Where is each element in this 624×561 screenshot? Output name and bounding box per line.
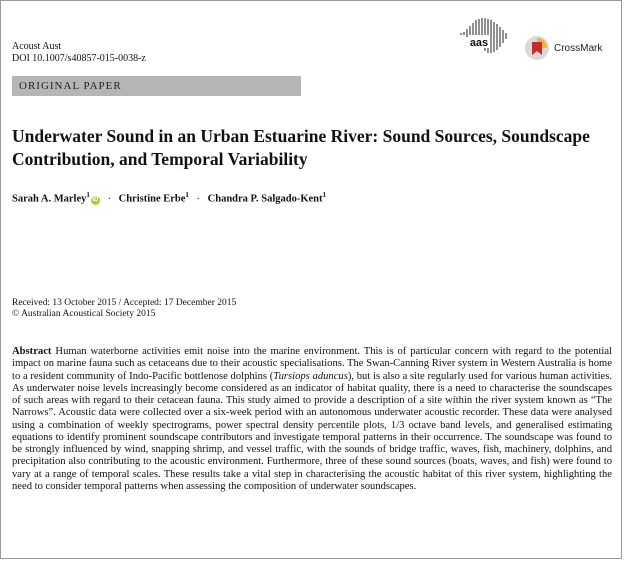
crossmark-badge[interactable] <box>524 35 602 61</box>
author-separator: · <box>107 193 111 205</box>
journal-name: Acoust Aust <box>12 41 62 52</box>
author-name: Christine Erbe <box>118 193 186 205</box>
crossmark-icon <box>524 35 550 61</box>
aas-logo-text: aas <box>469 37 489 49</box>
author-affiliation: 1 <box>185 191 189 199</box>
copyright-notice: © Australian Acoustical Society 2015 <box>12 309 156 319</box>
received-accepted-dates: Received: 13 October 2015 / Accepted: 17 December 2015 <box>12 298 237 308</box>
abstract <box>12 346 612 493</box>
author-list <box>12 191 326 205</box>
crossmark-label: CrossMark <box>554 42 603 54</box>
abstract-text: ), but is also a site regularly used for various human activities. As underwater noise levels increasingly become considered as an indicator of habitat quality, there is a need to characterise the soundscapes of such areas with regard to their cetacean fauna. This study aimed to provide a description of a site within the river system known as “The Narrows”. Acoustic data were collected over a six-week period with an autonomous underwater acoustic recorder. These data were analysed using a combination of weekly spectrograms, power spectral density percentile plots, 1/3 octave band levels, and generalised estimating equations to identify prominent soundscape contributors and investigate temporal patterns in their occurrence. The soundscape was found to be strongly influenced by wind, snapping shrimp, and vessel traffic, with the sounds of bridge traffic, waves, fish, machinery, dolphins, and precipitation also contributing to the acoustic environment. Furthermore, three of these sound sources (boats, waves, and fish) were found to vary at a range of temporal scales. These results take a vital step in characterising the acoustic habitat of this river system, highlighting the need to consider temporal patterns when assessing the composition of underwater soundscapes. <box>12 370 613 492</box>
aas-logo <box>453 15 513 59</box>
author-affiliation: 1 <box>86 191 90 199</box>
author-name: Sarah A. Marley <box>12 193 87 205</box>
article-type-banner: ORIGINAL PAPER <box>12 76 301 96</box>
species-name: Tursiops aduncus <box>273 370 348 382</box>
abstract-heading: Abstract <box>12 346 52 357</box>
author-affiliation: 1 <box>322 191 327 199</box>
doi[interactable]: DOI 10.1007/s40857-015-0038-z <box>12 53 146 64</box>
paper-title: Underwater Sound in an Urban Estuarine River: Sound Sources, Soundscape Contribution, and Temporal Variability <box>12 126 590 169</box>
author-separator: · <box>196 193 201 205</box>
orcid-icon[interactable]: iD <box>92 196 99 203</box>
abstract-text: Human waterborne activities emit noise into the marine environment. This is of particular concern with regard to the potential impact on marine fauna such as cetaceans due to their acoustic specialisations. The Swan-Canning River system in Western Australia is home to a resident community of Indo-Pacific bottlenose dolphins ( <box>12 346 612 382</box>
author-name: Chandra P. Salgado-Kent <box>207 193 323 205</box>
